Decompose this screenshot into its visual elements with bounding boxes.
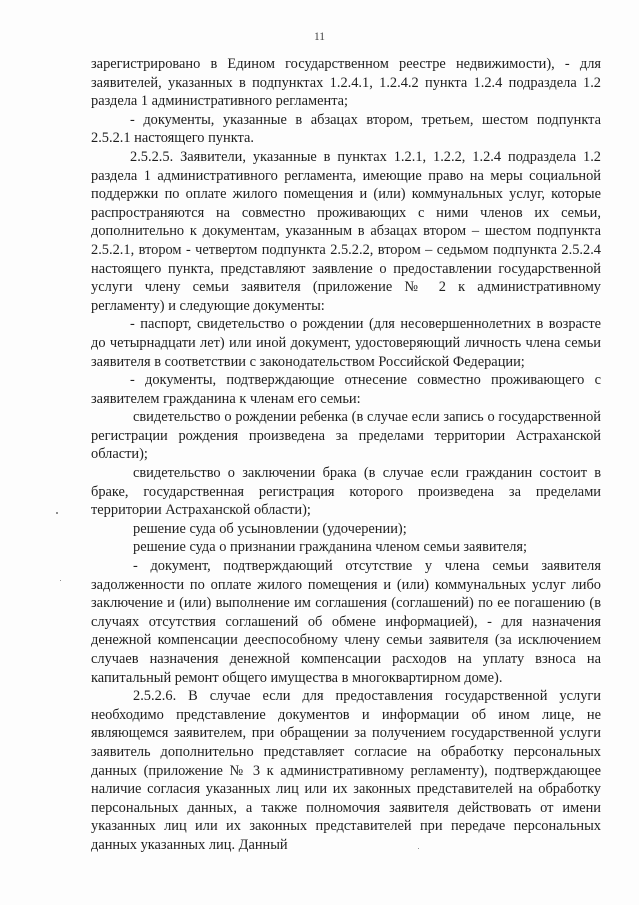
scan-speck — [418, 848, 419, 849]
paragraph: свидетельство о заключении брака (в случае если гражданин состоит в браке, государственная регистрация которого произведена за пределами территории Астраханской области); — [91, 465, 601, 519]
document-body — [91, 55, 601, 855]
paragraph: решение суда об усыновлении (удочерении); — [133, 520, 407, 537]
paragraph: - паспорт, свидетельство о рождении (для несовершеннолетних в возрасте до четырнадцати лет) или иной документ, удостоверяющий личность члена семьи заявителя в соответствии с законодательством Российской Федерации; — [91, 316, 601, 370]
page-number: 11 — [313, 31, 326, 43]
paragraph: - документ, подтверждающий отсутствие у члена семьи заявителя задолженности по оплате жилого помещения и (или) коммунальных услуг либо заключение и (или) выполнение им соглашения (соглашений) по ее погашению (в случаях отсутствия соглашений об обмене информацией), - для назначения денежной компенсации дееспособному члену семьи заявителя (за исключением случаев назначения денежной компенсации расходов на уплату взноса на капитальный ремонт общего имущества в многоквартирном доме). — [91, 558, 601, 686]
paragraph: 2.5.2.5. Заявители, указанные в пунктах 1.2.1, 1.2.2, 1.2.4 подраздела 1.2 раздела 1 административного регламента, имеющие право на меры социальной поддержки по оплате жилого помещения и (или) коммунальных услуг, которые распространяются на совместно проживающих с ними членов их семьи, дополнительно к документам, указанным в абзацах втором – шестом подпункта 2.5.2.1, втором - четвертом подпункта 2.5.2.2, втором – седьмом подпункта 2.5.2.4 настоящего пункта, представляют заявление о предоставлении государственной услуги члену семьи заявителя (приложение № 2 к административному регламенту) и следующие документы: — [91, 148, 601, 314]
paragraph: свидетельство о рождении ребенка (в случае если запись о государственной регистрации рождения произведена за пределами территории Астраханской области); — [91, 409, 601, 463]
scan-speck — [56, 512, 58, 514]
paragraph: - документы, указанные в абзацах втором, третьем, шестом подпункта 2.5.2.1 настоящего пункта. — [91, 111, 601, 147]
paragraph: решение суда о признании гражданина членом семьи заявителя; — [133, 539, 528, 556]
scan-speck — [60, 580, 61, 581]
paragraph: - документы, подтверждающие отнесение совместно проживающего с заявителем гражданина к членам его семьи: — [91, 372, 601, 407]
paragraph: 2.5.2.6. В случае если для предоставления государственной услуги необходимо представление документов и информации об ином лице, не являющемся заявителем, при обращении за получением государственной услуги заявитель дополнительно представляет согласие на обработку персональных данных (приложение № 3 к административному регламенту), подтверждающее наличие согласия указанных лиц или их законных представителей на обработку персональных данных, а также полномочия заявителя действовать от имени указанных лиц или их законных представителей при передаче персональных данных указанных лиц. Данный — [91, 688, 601, 853]
paragraph: зарегистрировано в Едином государственном реестре недвижимости), - для заявителей, указанных в подпунктах 1.2.4.1, 1.2.4.2 пункта 1.2.4 подраздела 1.2 раздела 1 административного регламента; — [91, 56, 601, 110]
